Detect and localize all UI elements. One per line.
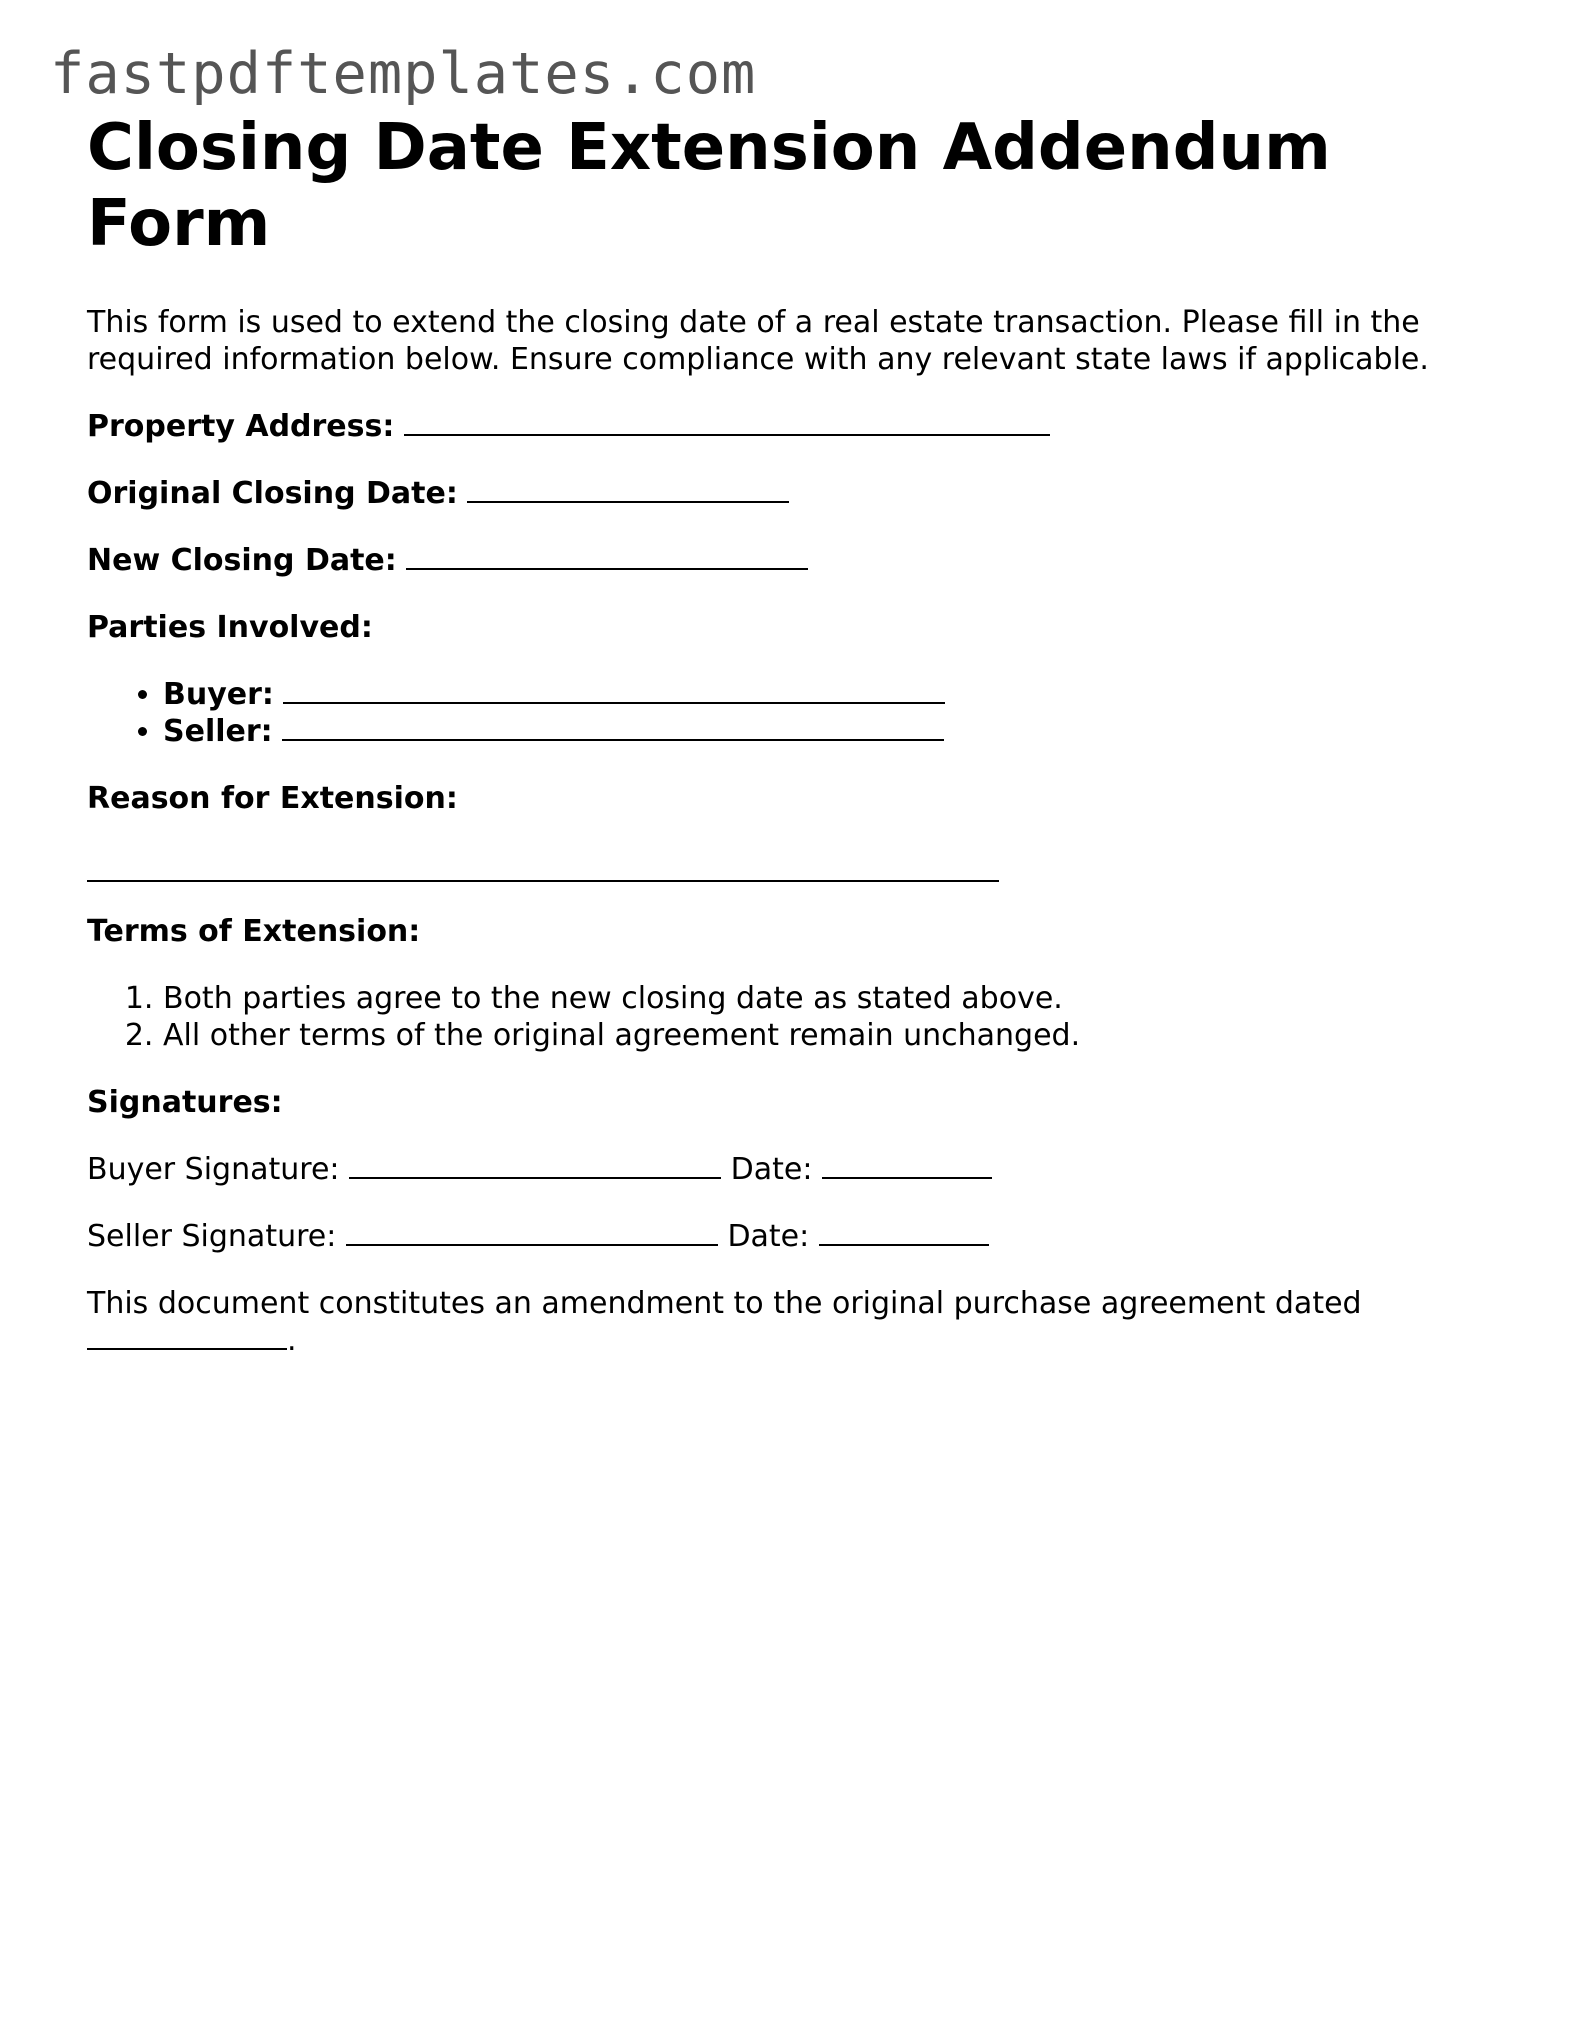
terms-item: 2. All other terms of the original agreement remain unchanged.	[163, 1017, 1487, 1054]
property-address-blank[interactable]	[404, 410, 1050, 436]
reason-blank[interactable]	[87, 846, 999, 882]
closing-statement-text: This document constitutes an amendment to the original purchase agreement dated	[87, 1286, 1362, 1321]
new-closing-date-field	[87, 542, 1487, 579]
terms-list	[87, 980, 1487, 1054]
intro-paragraph: This form is used to extend the closing date of a real estate transaction. Please fill in the required information below. Ensure compliance with any relevant state laws if applicable.	[87, 305, 1429, 377]
watermark: fastpdftemplates.com	[50, 41, 757, 107]
buyer-signature-row	[87, 1151, 1487, 1188]
buyer-signature-blank[interactable]	[349, 1153, 721, 1179]
reason-field	[87, 846, 1487, 883]
buyer-label: Buyer:	[163, 677, 274, 712]
buyer-date-label: Date:	[730, 1152, 813, 1187]
seller-date-label: Date:	[727, 1219, 810, 1254]
buyer-item	[163, 676, 1487, 713]
reason-heading: Reason for Extension:	[87, 781, 458, 816]
seller-item	[163, 713, 1487, 750]
seller-signature-label: Seller Signature:	[87, 1219, 337, 1254]
parties-list	[87, 676, 1487, 750]
agreement-date-blank[interactable]	[87, 1324, 287, 1350]
seller-blank[interactable]	[282, 715, 944, 741]
property-address-field	[87, 408, 1487, 445]
buyer-signature-label: Buyer Signature:	[87, 1152, 340, 1187]
seller-label: Seller:	[163, 714, 273, 749]
parties-heading: Parties Involved:	[87, 610, 373, 645]
new-closing-date-label: New Closing Date:	[87, 543, 397, 578]
signatures-heading: Signatures:	[87, 1085, 283, 1120]
new-closing-date-blank[interactable]	[406, 544, 808, 570]
seller-signature-row	[87, 1218, 1487, 1255]
buyer-date-blank[interactable]	[822, 1153, 992, 1179]
original-closing-date-blank[interactable]	[467, 477, 789, 503]
form-document	[87, 110, 1487, 1359]
property-address-label: Property Address:	[87, 409, 395, 444]
closing-statement: This document constitutes an amendment to the original purchase agreement dated .	[87, 1286, 1362, 1358]
original-closing-date-label: Original Closing Date:	[87, 476, 458, 511]
terms-heading: Terms of Extension:	[87, 914, 421, 949]
original-closing-date-field	[87, 475, 1487, 512]
seller-signature-blank[interactable]	[346, 1220, 718, 1246]
buyer-blank[interactable]	[283, 678, 945, 704]
terms-item: 1. Both parties agree to the new closing date as stated above.	[163, 980, 1487, 1017]
seller-date-blank[interactable]	[819, 1220, 989, 1246]
page-title: Closing Date Extension Addendum Form	[87, 111, 1331, 261]
